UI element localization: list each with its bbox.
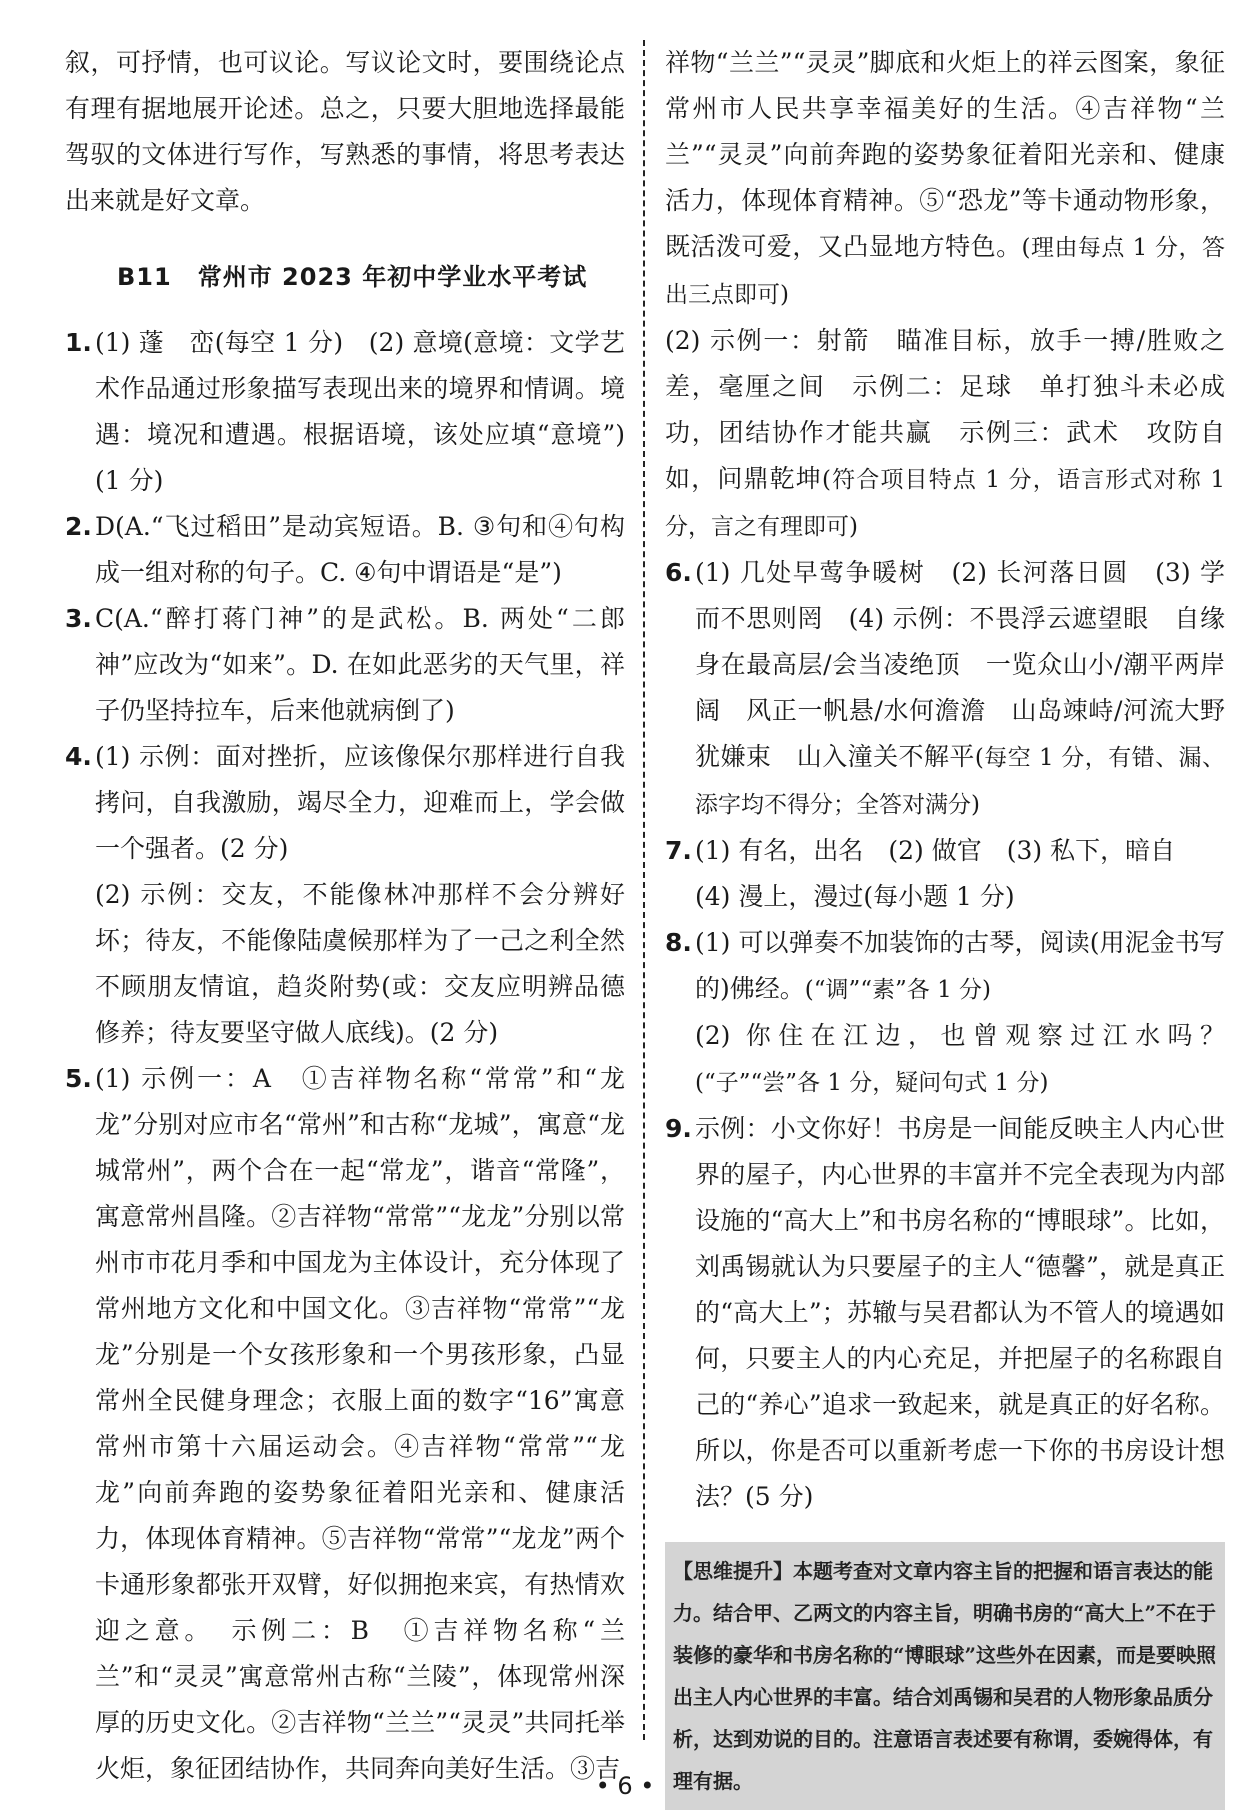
answer-part-1: (1) 有名，出名 (2) 做官 (3) 私下，暗自 bbox=[695, 836, 1176, 865]
thinking-upgrade-text: 本题考查对文章内容主旨的把握和语言表达的能力。结合甲、乙两文的内容主旨，明确书房的“高大上”不在于装修的豪华和书房名称的“博眼球”这些外在因素，而是要映照出主人内心世界的丰富。结合刘禹锡和吴君的人物形象品质分析，达到劝说的目的。注意语言表述要有称谓，委婉得体，有理有据。 bbox=[673, 1559, 1217, 1793]
question-number: 4. bbox=[65, 742, 92, 771]
question-number: 7. bbox=[665, 836, 692, 865]
question-number: 2. bbox=[65, 512, 92, 541]
question-1 bbox=[65, 320, 625, 504]
answer-body: (1) 可以弹奏不加装饰的古琴，阅读(用泥金书写的)佛经。 bbox=[695, 928, 1225, 1003]
intro-paragraph: 叙，可抒情，也可议论。写议论文时，要围绕论点有理有据地展开论述。总之，只要大胆地选择最能驾驭的文体进行写作，写熟悉的事情，将思考表达出来就是好文章。 bbox=[65, 48, 625, 215]
question-number: 5. bbox=[65, 1064, 92, 1093]
question-5 bbox=[65, 1056, 625, 1792]
question-number: 3. bbox=[65, 604, 92, 633]
scoring-note: (每空 1 分，有错、漏、添字均不得分；全答对满分) bbox=[695, 745, 1225, 818]
column-divider bbox=[643, 40, 645, 1740]
answer-body: (2) 你住在江边，也曾观察过江水吗？ bbox=[695, 1021, 1225, 1050]
answer-part-1: (1) 示例：面对挫折，应该像保尔那样进行自我拷问，自我激励，竭尽全力，迎难而上，学会做一个强者。(2 分) bbox=[95, 742, 625, 863]
answer-part-1 bbox=[695, 920, 1225, 1013]
answer-text: C(A.“醉打蒋门神”的是武松。B. 两处“二郎神”应改为“如来”。D. 在如此恶劣的天气里，祥子仍坚持拉车，后来他就病倒了) bbox=[95, 604, 625, 725]
scoring-note: (理由每点 1 分，答出三点即可) bbox=[665, 235, 1225, 308]
section-code: B11 bbox=[117, 263, 172, 291]
question-number: 8. bbox=[665, 928, 692, 957]
thinking-upgrade-box bbox=[665, 1542, 1225, 1810]
answer-text: (1) 示例一：A ①吉祥物名称“常常”和“龙龙”分别对应市名“常州”和古称“龙城”，寓意“龙城常州”，两个合在一起“常龙”，谐音“常隆”，寓意常州昌隆。②吉祥物“常常”“龙龙”分别以常州市市花月季和中国龙为主体设计，充分体现了常州地方文化和中国文化。③吉祥物“常常”“龙龙”分别是一个女孩形象和一个男孩形象，凸显常州全民健身理念；衣服上面的数字“16”寓意常州市第十六届运动会。④吉祥物“常常”“龙龙”向前奔跑的姿势象征着阳光亲和、健康活力，体现体育精神。⑤吉祥物“常常”“龙龙”两个卡通形象都张开双臂，好似拥抱来宾，有热情欢迎之意。 示例二：B ①吉祥物名称“兰兰”和“灵灵”寓意常州古称“兰陵”，体现常州深厚的历史文化。②吉祥物“兰兰”“灵灵”共同托举火炬，象征团结协作，共同奔向美好生活。③吉 bbox=[95, 1064, 625, 1783]
right-column bbox=[665, 40, 1225, 1810]
answer-part-2 bbox=[695, 1013, 1225, 1106]
thinking-upgrade-tag: 【思维提升】 bbox=[673, 1559, 793, 1583]
scoring-note: (“调”“素”各 1 分) bbox=[804, 977, 992, 1003]
page-number: • 6 • bbox=[595, 1772, 655, 1800]
section-title bbox=[117, 254, 625, 300]
answer-part-2: (2) 示例：交友，不能像林冲那样不会分辨好坏；待友，不能像陆虞候那样为了一己之利全然不顾朋友情谊，趋炎附势(或：交友应明辨品德修养；待友要坚守做人底线)。(2 分) bbox=[95, 880, 625, 1047]
question-number: 9. bbox=[665, 1114, 692, 1143]
left-column bbox=[65, 40, 625, 1792]
answer-text: (1) 蓬 峦(每空 1 分) (2) 意境(意境：文学艺术作品通过形象描写表现出来的境界和情调。境遇：境况和遭遇。根据语境，该处应填“意境”)(1 分) bbox=[95, 328, 625, 495]
answer-text: D(A.“飞过稻田”是动宾短语。B. ③句和④句构成一组对称的句子。C. ④句中谓语是“是”) bbox=[95, 512, 625, 587]
section-title-text: 常州市 2023 年初中学业水平考试 bbox=[197, 263, 588, 291]
question-number: 6. bbox=[665, 558, 692, 587]
answer-text: 示例：小文你好！书房是一间能反映主人内心世界的屋子，内心世界的丰富并不完全表现为内部设施的“高大上”和书房名称的“博眼球”。比如，刘禹锡就认为只要屋子的主人“德馨”，就是真正的“高大上”；苏辙与吴君都认为不管人的境遇如何，只要主人的内心充足，并把屋子的名称跟自己的“养心”追求一致起来，就是真正的好名称。所以，你是否可以重新考虑一下你的书房设计想法？(5 分) bbox=[695, 1114, 1225, 1511]
answer-text: (2) 示例一：射箭 瞄准目标，放手一搏/胜败之差，毫厘之间 示例二：足球 单打独斗未必成功，团结协作才能共赢 示例三：武术 攻防自如，问鼎乾坤 bbox=[665, 326, 1225, 493]
answer-body: (1) 几处早莺争暖树 (2) 长河落日圆 (3) 学而不思则罔 (4) 示例：不畏浮云遮望眼 自缘身在最高层/会当凌绝顶 一览众山小/潮平两岸阔 风正一帆悬/水何澹澹 山岛竦峙/河流大野犹嫌束 山入潼关不解平 bbox=[695, 558, 1225, 771]
question-4 bbox=[65, 734, 625, 1056]
question-5-part-2 bbox=[665, 318, 1225, 550]
question-number: 1. bbox=[65, 328, 92, 357]
question-2 bbox=[65, 504, 625, 596]
question-3 bbox=[65, 596, 625, 734]
answer-text: 祥物“兰兰”“灵灵”脚底和火炬上的祥云图案，象征常州市人民共享幸福美好的生活。④吉祥物“兰兰”“灵灵”向前奔跑的姿势象征着阳光亲和、健康活力，体现体育精神。⑤“恐龙”等卡通动物形象，既活泼可爱，又凸显地方特色。 bbox=[665, 48, 1225, 261]
question-8 bbox=[665, 920, 1225, 1106]
answer-part-2: (4) 漫上，漫过(每小题 1 分) bbox=[695, 882, 1015, 911]
question-9 bbox=[665, 1106, 1225, 1520]
question-5-continued bbox=[665, 40, 1225, 318]
question-6 bbox=[665, 550, 1225, 828]
answer-text bbox=[695, 550, 1225, 828]
question-7 bbox=[665, 828, 1225, 920]
scoring-note: (符合项目特点 1 分，语言形式对称 1 分，言之有理即可) bbox=[665, 467, 1225, 540]
scoring-note: (“子”“尝”各 1 分，疑问句式 1 分) bbox=[695, 1070, 1049, 1096]
